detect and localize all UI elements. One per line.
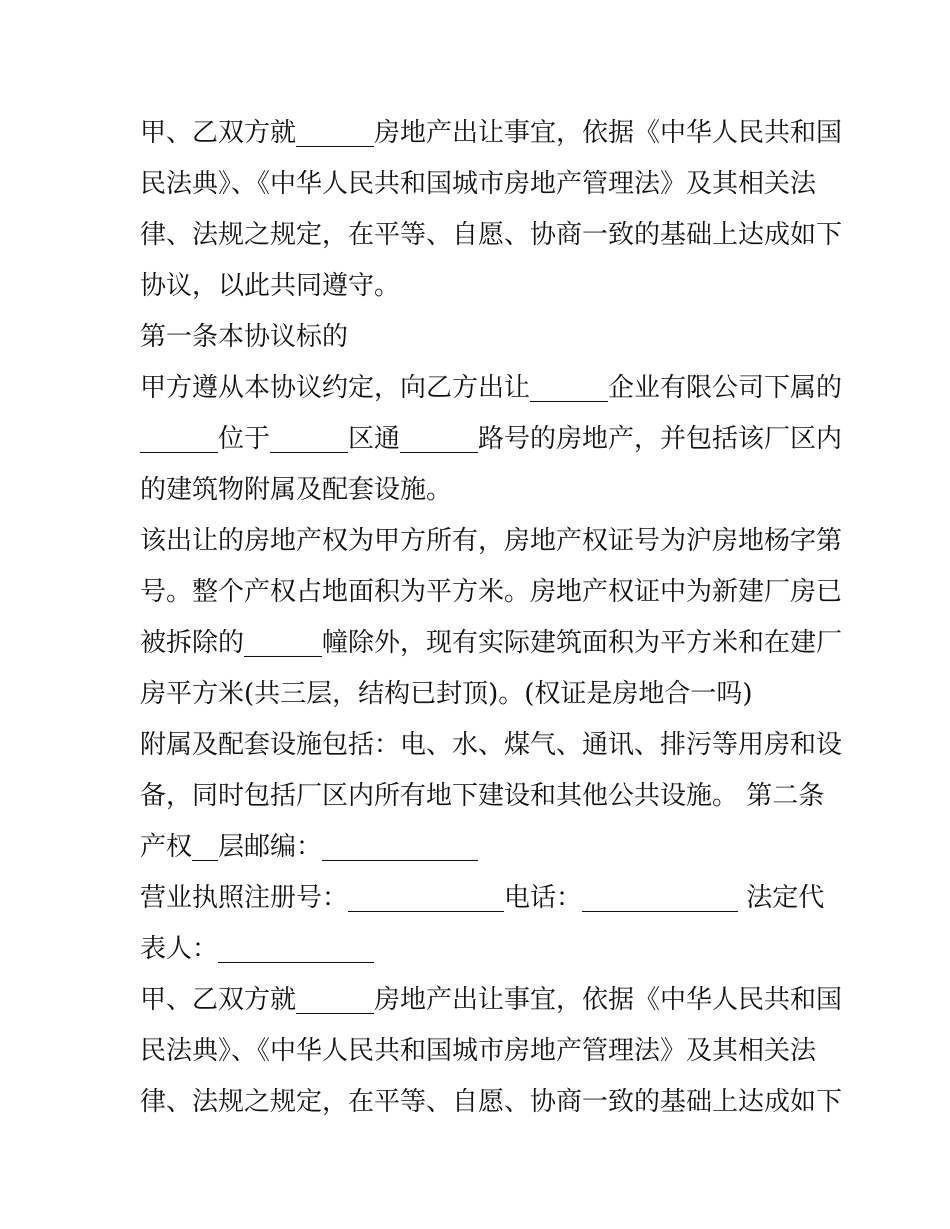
text-line-2: 民法典》、《中华人民共和国城市房地产管理法》及其相关法 xyxy=(140,169,817,199)
text-line-6: 甲方遵从本协议约定，向乙方出让______企业有限公司下属的 xyxy=(140,373,843,403)
text-line-7: ______位于______区通______路号的房地产，并包括该厂区内 xyxy=(140,424,843,454)
text-line-14: 备，同时包括厂区内所有地下建设和其他公共设施。 第二条 xyxy=(140,781,825,811)
text-line-18: 甲、乙双方就______房地产出让事宜，依据《中华人民共和国 xyxy=(140,985,843,1015)
text-line-1: 甲、乙双方就______房地产出让事宜，依据《中华人民共和国 xyxy=(140,118,843,148)
text-line-3: 律、法规之规定，在平等、自愿、协商一致的基础上达成如下 xyxy=(140,220,843,250)
document-body xyxy=(140,108,843,1128)
text-line-13: 附属及配套设施包括：电、水、煤气、通讯、排污等用房和设 xyxy=(140,730,843,760)
section-heading-article-1: 第一条本协议标的 xyxy=(140,322,349,352)
text-line-4: 协议，以此共同遵守。 xyxy=(140,271,401,301)
text-line-11: 被拆除的______幢除外，现有实际建筑面积为平方米和在建厂 xyxy=(140,628,843,658)
text-line-8: 的建筑物附属及配套设施。 xyxy=(140,475,453,505)
text-line-9: 该出让的房地产权为甲方所有，房地产权证号为沪房地杨字第 xyxy=(140,526,843,556)
text-line-15: 产权__层邮编：____________ xyxy=(140,832,479,862)
text-line-19: 民法典》、《中华人民共和国城市房地产管理法》及其相关法 xyxy=(140,1036,817,1066)
text-line-17: 表人：____________ xyxy=(140,934,375,964)
text-line-16: 营业执照注册号：____________电话：____________ 法定代 xyxy=(140,883,825,913)
text-line-12: 房平方米(共三层，结构已封顶)。(权证是房地合一吗) xyxy=(140,679,753,709)
text-line-20: 律、法规之规定，在平等、自愿、协商一致的基础上达成如下 xyxy=(140,1087,843,1117)
text-line-10: 号。整个产权占地面积为平方米。房地产权证中为新建厂房已 xyxy=(140,577,843,607)
